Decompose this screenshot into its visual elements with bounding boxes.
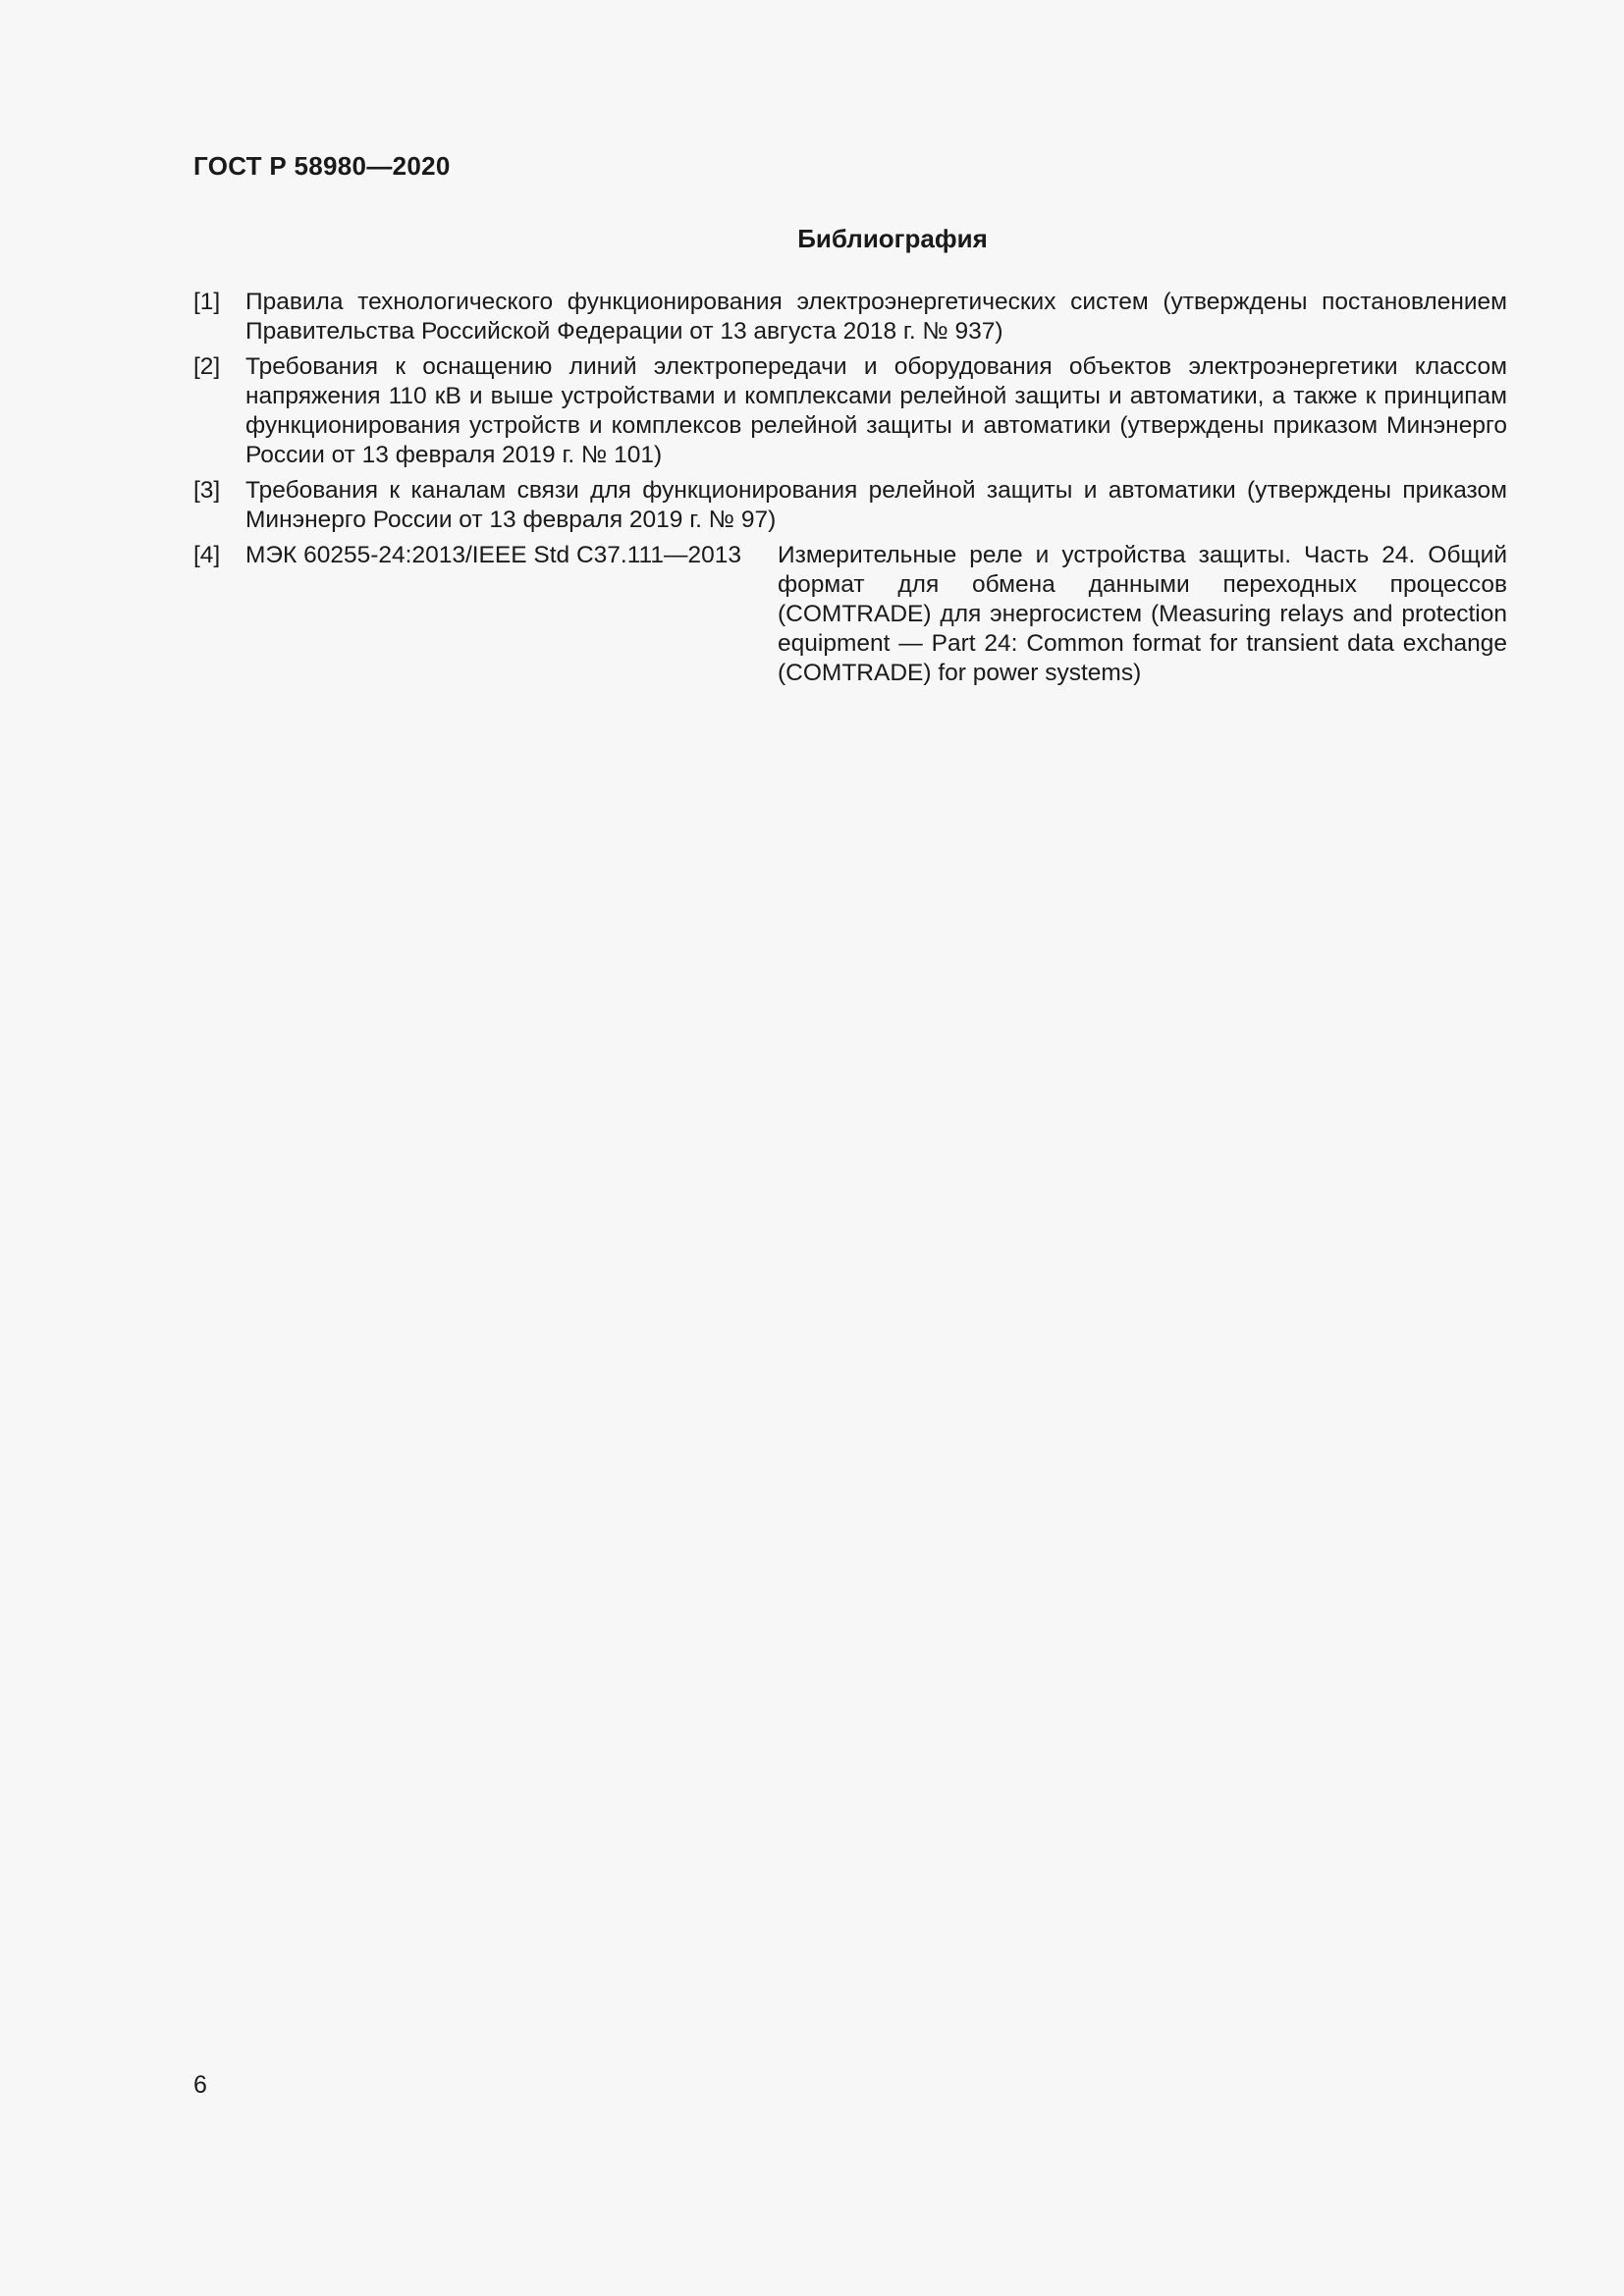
page-number: 6	[193, 2071, 207, 2099]
bibliography-number: [3]	[193, 477, 221, 504]
bibliography-item	[193, 352, 1507, 470]
bibliography-list	[193, 288, 1507, 694]
bibliography-text: Требования к оснащению линий электропередачи и оборудования объектов электроэнергетики классом напряжения 110 кВ и выше устройствами и комплексами релейной защиты и автоматики, а также к принципам функционирования устройств и комплексов релейной защиты и автоматики (утверждены приказом Минэнерго России от 13 февраля 2019 г. № 101)	[245, 353, 1507, 468]
section-title-text: Библиография	[797, 224, 988, 253]
bibliography-item	[193, 541, 1507, 688]
bibliography-text: Правила технологического функционирования электроэнергетических систем (утверждены постановлением Правительства Российской Федерации от 13 августа 2018 г. № 937)	[245, 289, 1507, 345]
bibliography-number: [1]	[193, 289, 221, 315]
bibliography-text: Измерительные реле и устройства защиты. Часть 24. Общий формат для обмена данными переходных процессов (COMTRADE) для энергосистем (Measuring relays and protection equipment — Part 24: Common format for transient data exchange (COMTRADE) for power systems)	[778, 542, 1507, 686]
bibliography-item	[193, 288, 1507, 347]
document-code: ГОСТ Р 58980—2020	[193, 151, 451, 181]
section-title	[0, 224, 1624, 254]
bibliography-number: [2]	[193, 353, 221, 380]
bibliography-text: Требования к каналам связи для функционирования релейной защиты и автоматики (утверждены приказом Минэнерго России от 13 февраля 2019 г. № 97)	[245, 477, 1507, 533]
bibliography-item	[193, 476, 1507, 535]
bibliography-number: [4]	[193, 542, 221, 568]
bibliography-standard-code: МЭК 60255-24:2013/IEEE Std C37.111—2013	[245, 542, 741, 568]
